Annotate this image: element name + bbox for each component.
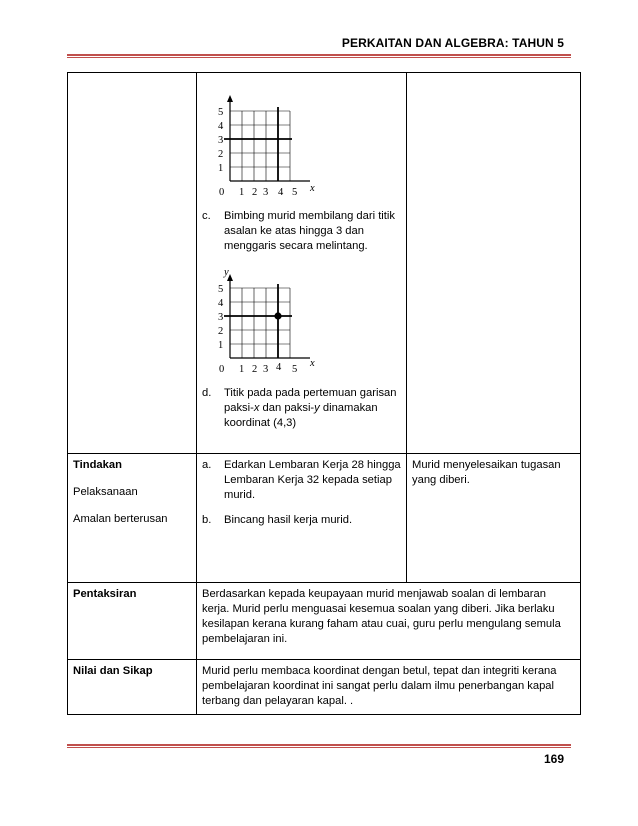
g2-xtick: 0 (219, 364, 225, 375)
g2-xlabel: x (310, 358, 315, 369)
graph-1 (210, 95, 350, 203)
coordinate-point (274, 312, 281, 319)
pentaksiran-text: Berdasarkan kepada keupayaan murid menjawab soalan di lembaran kerja. Murid perlu menguasai kesemua soalan yang diberi. Jika berlaku kesilapan kerana kurang faham atau cuai, guru perlu mengulang semula pembelajaran ini. (202, 588, 561, 645)
nilai-label-cell (68, 660, 197, 715)
table-row-graphs (68, 73, 581, 454)
g2-xtick: 3 (263, 364, 269, 375)
tindakan-label-cell (68, 454, 197, 583)
g2-xtick: 4 (276, 362, 282, 373)
pentaksiran-label: Pentaksiran (73, 588, 137, 600)
page-header-title: PERKAITAN DAN ALGEBRA: TAHUN 5 (341, 36, 564, 50)
step-c-text: Bimbing murid membilang dari titik asalan ke atas hingga 3 dan menggaris secara melintang. (224, 210, 395, 252)
g1-xtick: 4 (278, 187, 284, 198)
g1-xlabel: x (310, 183, 315, 194)
pentaksiran-label-cell (68, 583, 197, 660)
amalan-label: Amalan berterusan (73, 513, 168, 525)
g1-xtick: 5 (292, 187, 298, 198)
lesson-table (67, 72, 581, 715)
g2-xtick: 5 (292, 364, 298, 375)
table-row-pentaksiran (68, 583, 581, 660)
g1-xtick: 0 (219, 187, 225, 198)
table-row-tindakan (68, 454, 581, 583)
step-b-text: Bincang hasil kerja murid. (224, 514, 353, 526)
g1-ytick: 3 (218, 135, 224, 146)
tindakan-steps-cell (197, 454, 407, 583)
g1-ytick: 2 (218, 149, 224, 160)
g1-xtick: 2 (252, 187, 258, 198)
g2-ytick: 1 (218, 340, 224, 351)
g1-xtick: 3 (263, 187, 269, 198)
g1-ytick: 4 (218, 121, 224, 132)
empty-cell (407, 73, 581, 454)
g2-xtick: 2 (252, 364, 258, 375)
g2-ytick: 4 (218, 298, 224, 309)
step-a (202, 458, 401, 503)
step-b-label: b. (202, 514, 212, 526)
step-c-label: c. (202, 210, 211, 222)
step-d-label: d. (202, 387, 212, 399)
step-d-text: Titik pada pada pertemuan garisan paksi-x dan paksi-y dinamakan koordinat (4,3) (224, 387, 397, 429)
g2-ylabel: y (224, 267, 229, 278)
g1-ytick: 5 (218, 107, 224, 118)
g1-ytick: 1 (218, 163, 224, 174)
tindakan-outcome-cell (407, 454, 581, 583)
graph-2 (210, 266, 350, 380)
step-b (202, 513, 401, 528)
g2-xtick: 1 (239, 364, 245, 375)
footer-rule (67, 744, 571, 746)
tindakan-outcome: Murid menyelesaikan tugasan yang diberi. (412, 459, 561, 486)
graphs-cell (197, 73, 407, 454)
g2-ytick: 5 (218, 284, 224, 295)
g1-xtick: 1 (239, 187, 245, 198)
nilai-text: Murid perlu membaca koordinat dengan betul, tepat dan integriti kerana pembelajaran koordinat ini sangat perlu dalam ilmu penerbangan kapal terbang dan pelayaran kapal. . (202, 665, 557, 707)
header-rule-thin (67, 57, 571, 58)
step-d (202, 386, 401, 431)
table-row-nilai (68, 660, 581, 715)
page-number: 169 (543, 752, 564, 766)
nilai-text-cell (197, 660, 581, 715)
g2-ytick: 2 (218, 326, 224, 337)
g2-ytick: 3 (218, 312, 224, 323)
nilai-label: Nilai dan Sikap (73, 665, 153, 677)
step-c (202, 209, 401, 254)
footer-rule-thin (67, 747, 571, 748)
step-a-label: a. (202, 459, 212, 471)
header-rule (67, 54, 571, 56)
step-a-text: Edarkan Lembaran Kerja 28 hingga Lembaran Kerja 32 kepada setiap murid. (224, 459, 401, 501)
pentaksiran-text-cell (197, 583, 581, 660)
tindakan-label: Tindakan (73, 459, 122, 471)
empty-cell (68, 73, 197, 454)
pelaksanaan-label: Pelaksanaan (73, 486, 138, 498)
